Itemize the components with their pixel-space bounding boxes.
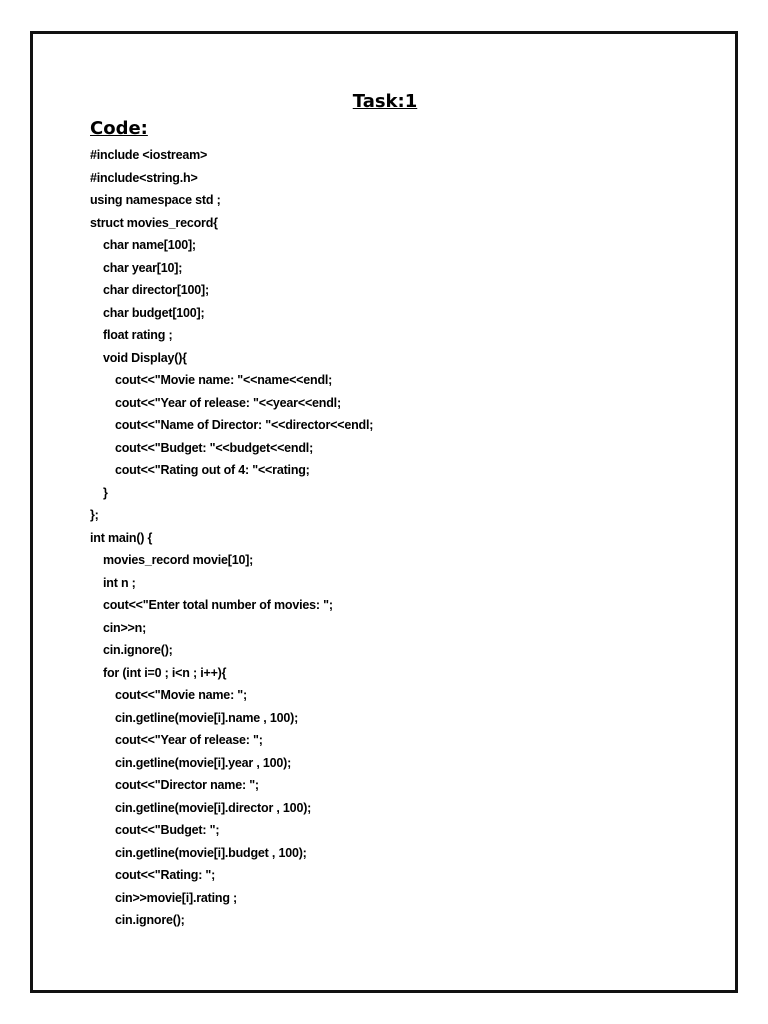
- code-line: char director[100];: [103, 283, 209, 297]
- code-line: cin.getline(movie[i].name , 100);: [115, 710, 299, 725]
- code-line: char year[10];: [103, 260, 183, 275]
- code-line: int main() {: [90, 530, 153, 545]
- code-line: cin.getline(movie[i].year , 100);: [115, 755, 292, 770]
- task-title: Task:1: [352, 91, 418, 112]
- code-line: cout<<"Name of Director: "<<director<<endl;: [115, 418, 374, 432]
- code-line: cout<<"Budget: "<<budget<<endl;: [115, 440, 314, 455]
- code-line: cout<<"Enter total number of movies: ";: [103, 598, 333, 612]
- code-line: void Display(){: [103, 350, 187, 365]
- code-heading: Code:: [90, 118, 148, 139]
- code-line: cout<<"Movie name: ";: [115, 688, 247, 702]
- code-line: #include <iostream>: [90, 148, 208, 162]
- code-line: cout<<"Rating out of 4: "<<rating;: [115, 463, 310, 477]
- code-line: for (int i=0 ; i<n ; i++){: [103, 665, 227, 680]
- code-line: cout<<"Year of release: ";: [115, 733, 263, 747]
- code-line: cin.ignore();: [103, 643, 173, 657]
- code-line: cout<<"Movie name: "<<name<<endl;: [115, 373, 333, 387]
- code-block: [90, 144, 373, 932]
- code-line: cin>>n;: [103, 620, 147, 635]
- code-line: cin.getline(movie[i].director , 100);: [115, 800, 312, 815]
- code-line: char budget[100];: [103, 305, 205, 320]
- code-line: char name[100];: [103, 238, 196, 252]
- code-line: movies_record movie[10];: [103, 553, 254, 567]
- code-line: };: [90, 508, 99, 522]
- code-line: #include<string.h>: [90, 170, 198, 185]
- code-line: cin.getline(movie[i].budget , 100);: [115, 845, 307, 860]
- code-line: struct movies_record{: [90, 215, 218, 230]
- code-line: cout<<"Year of release: "<<year<<endl;: [115, 395, 341, 410]
- code-line: cin.ignore();: [115, 913, 185, 927]
- code-line: int n ;: [103, 575, 136, 590]
- code-line: cout<<"Director name: ";: [115, 778, 259, 792]
- code-line: float rating ;: [103, 328, 173, 342]
- code-line: cin>>movie[i].rating ;: [115, 890, 238, 905]
- code-line: using namespace std ;: [90, 193, 221, 207]
- code-line: cout<<"Budget: ";: [115, 823, 220, 837]
- code-line: }: [103, 485, 108, 500]
- code-line: cout<<"Rating: ";: [115, 868, 216, 882]
